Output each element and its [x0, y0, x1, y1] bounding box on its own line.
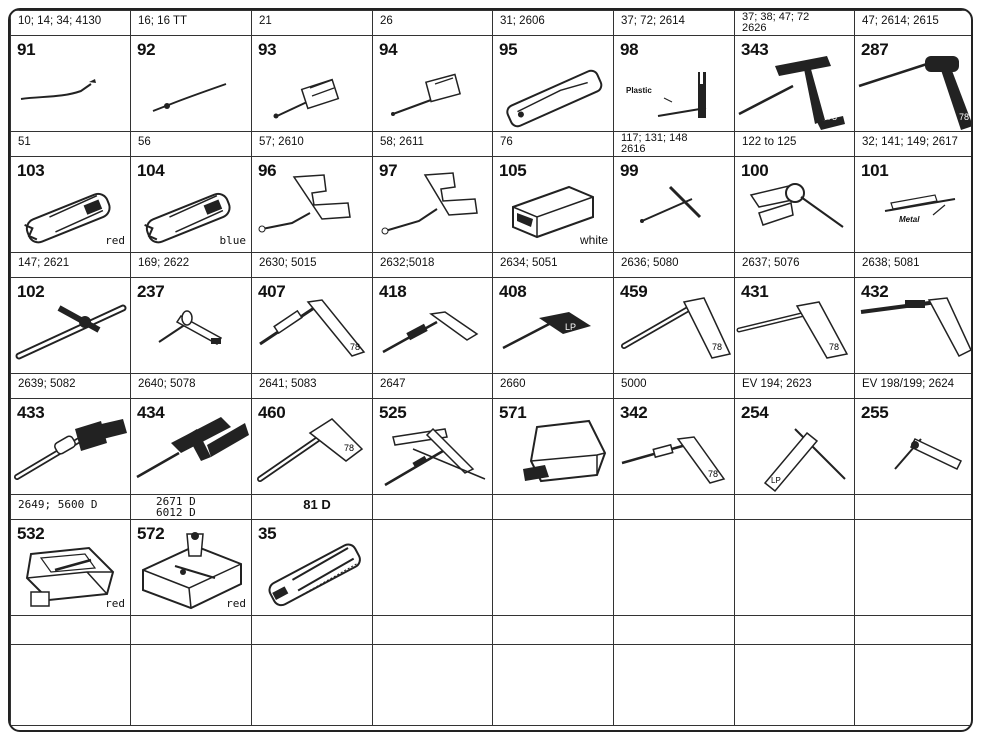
empty-cell: [855, 645, 972, 726]
item-number: 287: [861, 40, 889, 59]
item-cell: [735, 157, 855, 253]
material-label: Metal: [899, 215, 920, 224]
item-cell: [493, 157, 614, 253]
ref-cell: 2660: [493, 374, 614, 399]
stylus-t-black-icon: [855, 36, 973, 131]
item-cell: [252, 36, 373, 132]
item-number: 407: [258, 282, 286, 301]
picture-row: [11, 278, 972, 374]
item-number: 255: [861, 403, 889, 422]
picture-row: [11, 36, 972, 132]
empty-cell: [614, 645, 735, 726]
empty-cell: [493, 645, 614, 726]
empty-cell: [735, 520, 855, 616]
item-cell: [131, 520, 252, 616]
ref-cell: 47; 2614; 2615: [855, 11, 972, 36]
ref-cell: 5000: [614, 374, 735, 399]
item-cell: [11, 278, 131, 374]
empty-cell: [614, 616, 735, 645]
ref-text: 117; 131; 148 2616: [621, 132, 688, 155]
item-cell: [11, 36, 131, 132]
reference-row: [11, 374, 972, 399]
item-cell: [373, 399, 493, 495]
item-cell: [252, 520, 373, 616]
color-note: red: [105, 234, 125, 247]
item-number: 92: [137, 40, 156, 59]
item-cell: [131, 399, 252, 495]
stylus-tab-black-icon: [493, 278, 613, 373]
item-number: 102: [17, 282, 45, 301]
needle-bracket-icon: [373, 157, 493, 252]
empty-row: [11, 645, 972, 726]
speed-label: 78: [827, 112, 838, 122]
ref-cell: 32; 141; 149; 2617: [855, 132, 972, 157]
ref-text: 37; 38; 47; 72 2626: [742, 11, 810, 34]
needle-t-icon: [614, 36, 734, 131]
stylus-tab-icon: [373, 278, 493, 373]
ref-cell: EV 198/199; 2624: [855, 374, 972, 399]
item-number: 432: [861, 282, 889, 301]
item-cell: [373, 278, 493, 374]
item-cell: [493, 278, 614, 374]
empty-cell: [373, 616, 493, 645]
stylus-tab-icon: [614, 399, 734, 494]
empty-cell: [11, 616, 131, 645]
color-note: blue: [219, 234, 246, 247]
needle-clip-icon: [373, 36, 493, 131]
cartridge-long-icon: [252, 520, 372, 615]
item-number: 104: [137, 161, 165, 180]
reference-row: [11, 11, 972, 36]
reference-row: [11, 132, 972, 157]
item-number: 101: [861, 161, 889, 180]
cartridge-box-icon: [493, 399, 613, 494]
ref-cell: 122 to 125: [735, 132, 855, 157]
empty-cell: [855, 616, 972, 645]
cartridge-long-icon: [493, 36, 613, 131]
item-number: 254: [741, 403, 769, 422]
item-number: 99: [620, 161, 639, 180]
item-number: 342: [620, 403, 648, 422]
item-number: 434: [137, 403, 165, 422]
item-number: 571: [499, 403, 527, 422]
item-number: 35: [258, 524, 277, 543]
speed-label: LP: [771, 476, 781, 485]
empty-cell: [11, 645, 131, 726]
item-number: 94: [379, 40, 398, 59]
ref-cell: 2632;5018: [373, 253, 493, 278]
needle-clip-icon: [252, 36, 372, 131]
ref-cell: 56: [131, 132, 252, 157]
item-cell: [735, 36, 855, 132]
ref-cell: 2630; 5015: [252, 253, 373, 278]
speed-label: 78: [344, 443, 355, 453]
item-cell: [493, 399, 614, 495]
color-note: red: [105, 597, 125, 610]
stylus-grid: [10, 10, 972, 726]
ref-cell: [614, 495, 735, 520]
ref-cell: 10; 14; 34; 4130: [11, 11, 131, 36]
item-number: 103: [17, 161, 45, 180]
material-label: Plastic: [626, 86, 652, 95]
item-cell: [735, 278, 855, 374]
item-cell: [252, 399, 373, 495]
item-number: 95: [499, 40, 518, 59]
item-number: 459: [620, 282, 648, 301]
ref-cell: 147; 2621: [11, 253, 131, 278]
item-cell: [373, 36, 493, 132]
stylus-double-icon: [373, 399, 493, 494]
ref-cell: 169; 2622: [131, 253, 252, 278]
needle-flat-icon: [855, 399, 973, 494]
item-cell: [614, 157, 735, 253]
speed-label: 78: [829, 342, 840, 352]
needle-bracket-icon: [252, 157, 372, 252]
speed-label: 78: [350, 342, 361, 352]
item-number: 93: [258, 40, 277, 59]
stylus-plain-t-icon: [735, 399, 855, 494]
empty-cell: [373, 645, 493, 726]
item-cell: [11, 157, 131, 253]
ref-cell: 2641; 5083: [252, 374, 373, 399]
color-note: white: [579, 233, 608, 247]
ref-cell: 51: [11, 132, 131, 157]
empty-cell: [493, 520, 614, 616]
empty-cell: [252, 616, 373, 645]
ref-cell: EV 194; 2623: [735, 374, 855, 399]
item-cell: [252, 278, 373, 374]
item-cell: [855, 157, 972, 253]
picture-row: [11, 399, 972, 495]
color-note: red: [226, 597, 246, 610]
speed-label: 78: [708, 469, 719, 479]
item-number: 343: [741, 40, 769, 59]
ref-cell: 2637; 5076: [735, 253, 855, 278]
ref-cell: 21: [252, 11, 373, 36]
ref-cell: 2647: [373, 374, 493, 399]
item-cell: [855, 399, 972, 495]
ref-cell: 37; 72; 2614: [614, 11, 735, 36]
item-cell: [855, 36, 972, 132]
needle-flat-icon: [131, 278, 251, 373]
stylus-black-block-icon: [11, 399, 131, 494]
ref-cell: 2649; 5600 D: [11, 495, 131, 520]
item-cell: [131, 157, 252, 253]
item-number: 98: [620, 40, 639, 59]
item-cell: [614, 36, 735, 132]
stylus-knob-icon: [735, 157, 855, 252]
ref-cell: [373, 495, 493, 520]
item-number: 525: [379, 403, 407, 422]
item-number: 460: [258, 403, 286, 422]
item-number: 572: [137, 524, 165, 543]
item-cell: [11, 399, 131, 495]
item-number: 418: [379, 282, 407, 301]
empty-cell: [373, 520, 493, 616]
reference-row: [11, 495, 972, 520]
speed-label: 78: [959, 112, 970, 122]
item-number: 433: [17, 403, 45, 422]
ref-cell: 31; 2606: [493, 11, 614, 36]
picture-row: [11, 157, 972, 253]
needle-flat-icon: [855, 157, 973, 252]
item-number: 97: [379, 161, 398, 180]
stylus-rod-icon: [11, 278, 131, 373]
empty-cell: [735, 645, 855, 726]
ref-cell: 76: [493, 132, 614, 157]
item-number: 105: [499, 161, 527, 180]
item-cell: [614, 278, 735, 374]
empty-cell: [252, 645, 373, 726]
ref-cell: 58; 2611: [373, 132, 493, 157]
item-cell: [131, 36, 252, 132]
item-number: 237: [137, 282, 165, 301]
item-cell: [131, 278, 252, 374]
stylus-tab-icon: [735, 278, 855, 373]
speed-label: 78: [712, 342, 723, 352]
ref-cell: 81 D: [252, 495, 373, 520]
item-number: 431: [741, 282, 769, 301]
item-cell: [493, 36, 614, 132]
reference-row: [11, 253, 972, 278]
stylus-reference-sheet: [8, 8, 973, 732]
ref-cell: 2640; 5078: [131, 374, 252, 399]
item-number: 532: [17, 524, 45, 543]
empty-cell: [614, 520, 735, 616]
ref-cell: [735, 495, 855, 520]
ref-cell: 2636; 5080: [614, 253, 735, 278]
ref-cell: 2634; 5051: [493, 253, 614, 278]
item-number: 408: [499, 282, 527, 301]
stylus-tab-icon: [855, 278, 973, 373]
stylus-black-block-icon: [131, 399, 251, 494]
item-cell: [735, 399, 855, 495]
empty-row: [11, 616, 972, 645]
needle-t-icon: [614, 157, 734, 252]
ref-cell: [131, 495, 252, 520]
empty-cell: [855, 520, 972, 616]
item-number: 100: [741, 161, 769, 180]
item-cell: [252, 157, 373, 253]
item-cell: [855, 278, 972, 374]
item-number: 96: [258, 161, 277, 180]
stylus-tab-icon: [252, 278, 372, 373]
ref-cell: 57; 2610: [252, 132, 373, 157]
ref-cell: [614, 132, 735, 157]
item-cell: [373, 157, 493, 253]
ref-cell: [855, 495, 972, 520]
empty-cell: [493, 616, 614, 645]
stylus-tab-icon: [252, 399, 372, 494]
empty-cell: [131, 645, 252, 726]
ref-text: 2671 D 6012 D: [156, 495, 196, 519]
ref-cell: 26: [373, 11, 493, 36]
item-cell: [614, 399, 735, 495]
ref-cell: [493, 495, 614, 520]
empty-cell: [131, 616, 252, 645]
item-number: 91: [17, 40, 36, 59]
ref-cell: 2638; 5081: [855, 253, 972, 278]
stylus-t-black-icon: [735, 36, 855, 131]
speed-label: LP: [565, 322, 577, 332]
ref-cell: 2639; 5082: [11, 374, 131, 399]
empty-cell: [735, 616, 855, 645]
stylus-tab-icon: [614, 278, 734, 373]
picture-row: [11, 520, 972, 616]
ref-cell: [735, 11, 855, 36]
item-cell: [11, 520, 131, 616]
needle-wire-icon: [131, 36, 251, 131]
ref-cell: 16; 16 TT: [131, 11, 252, 36]
needle-wire-icon: [11, 36, 131, 131]
